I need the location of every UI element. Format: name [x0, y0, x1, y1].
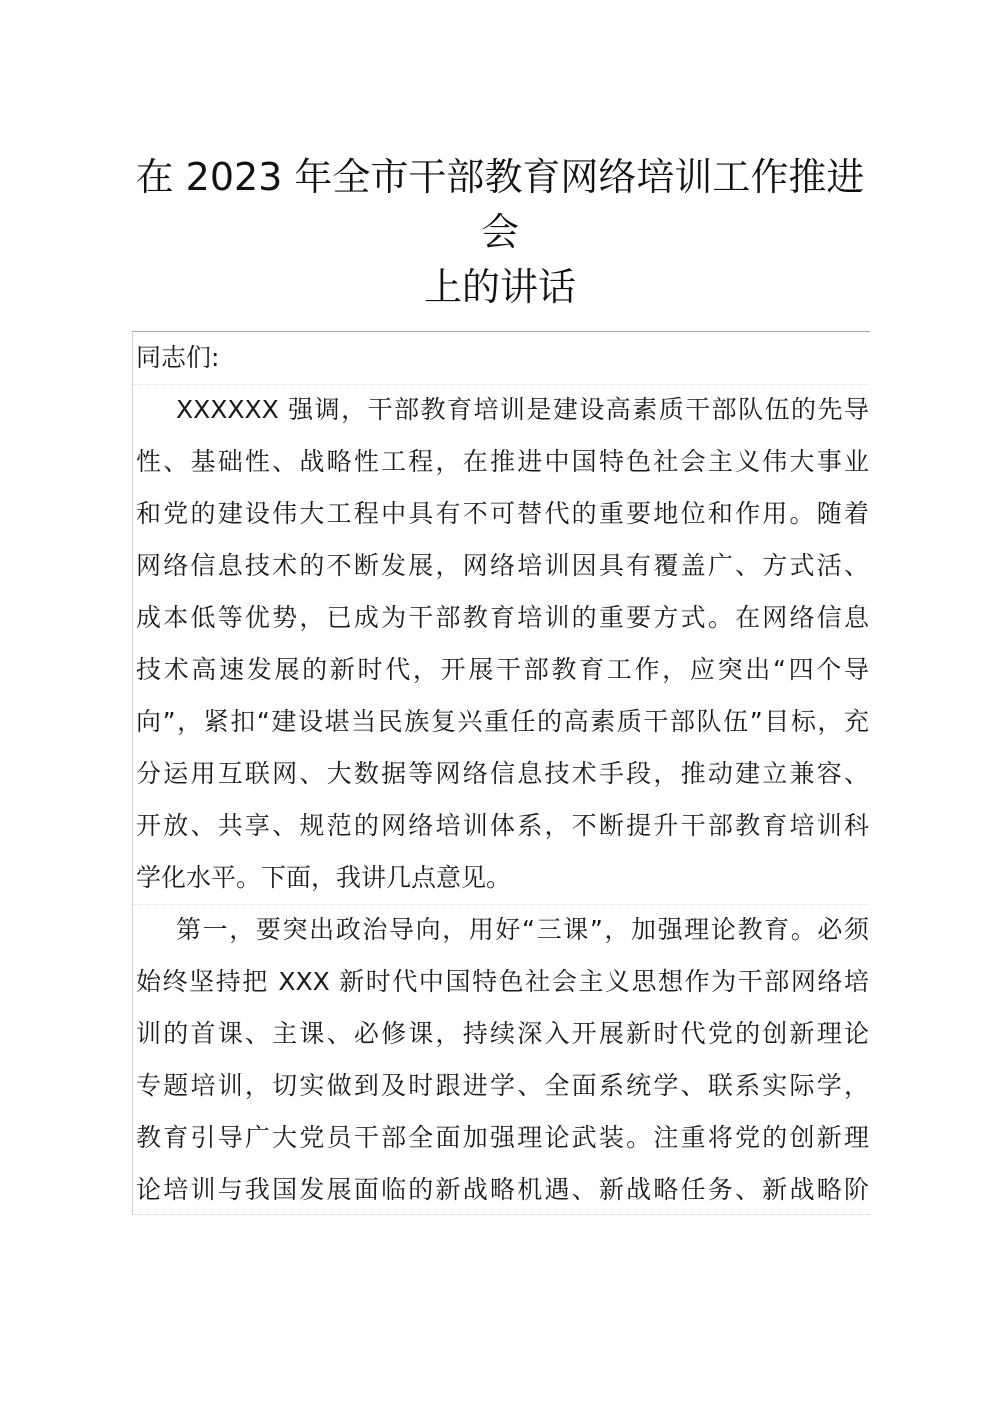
paragraph-2-line: 第一，要突出政治导向，用好“三课”，加强理论教育。必须 [176, 915, 869, 944]
paragraph-2-line: 专题培训，切实做到及时跟进学、全面系统学、联系实际学， [136, 1071, 869, 1100]
paragraph-1-line: 成本低等优势，已成为干部教育培训的重要方式。在网络信息 [136, 603, 869, 632]
paragraph-1-line: 向”，紧扣“建设堪当民族复兴重任的高素质干部队伍”目标，充 [136, 707, 869, 736]
salutation: 同志们: [136, 343, 220, 372]
paragraph-1-line: 开放、共享、规范的网络培训体系，不断提升干部教育培训科 [136, 811, 869, 840]
title-line-1: 在 2023 年全市干部教育网络培训工作推进会 [135, 155, 865, 254]
paragraph-1-line: 网络信息技术的不断发展，网络培训因具有覆盖广、方式活、 [136, 551, 869, 580]
paragraph-2-line: 训的首课、主课、必修课，持续深入开展新时代党的创新理论 [136, 1019, 869, 1048]
paragraph-1-line: 和党的建设伟大工程中具有不可替代的重要地位和作用。随着 [136, 499, 869, 528]
paragraph-2-line: 教育引导广大党员干部全面加强理论武装。注重将党的创新理 [136, 1123, 869, 1152]
paragraph-1-line: 性、基础性、战略性工程，在推进中国特色社会主义伟大事业 [136, 447, 869, 476]
title-line-2: 上的讲话 [423, 265, 576, 309]
paragraph-2-line: 论培训与我国发展面临的新战略机遇、新战略任务、新战略阶 [136, 1175, 869, 1204]
document-title [120, 150, 880, 315]
paragraph-1-line: 分运用互联网、大数据等网络信息技术手段，推动建立兼容、 [136, 759, 869, 788]
document-body [132, 331, 870, 1215]
paragraph-1-line: 学化水平。下面，我讲几点意见。 [136, 863, 512, 892]
paragraph-2-line: 始终坚持把 XXX 新时代中国特色社会主义思想作为干部网络培 [136, 967, 869, 996]
paragraph-1-line: XXXXXX 强调，干部教育培训是建设高素质干部队伍的先导 [176, 395, 869, 424]
paragraph-1-line: 技术高速发展的新时代，开展干部教育工作，应突出“四个导 [136, 655, 869, 684]
